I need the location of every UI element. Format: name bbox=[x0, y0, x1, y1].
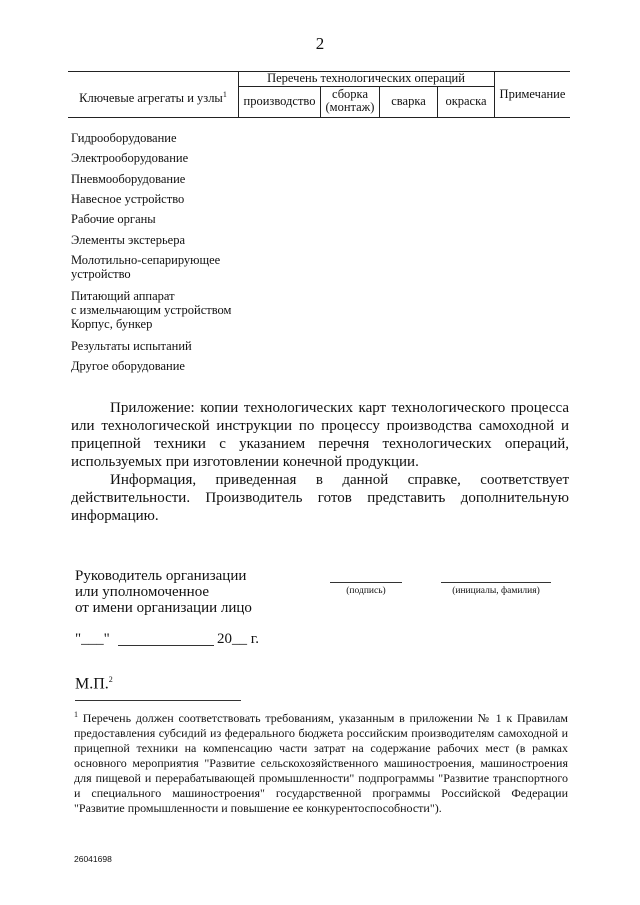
date-month-line bbox=[118, 645, 214, 646]
footnote: $^1$ Перечень должен соответствовать требованиям, указанным в приложении № 1 к Правилам предоставления субсидий из федерального бюджета российским производителям самоходной и прицепной техники на компенсацию части затрат на содержание рабочих мест (в рамках основного мероприятия "Развитие сельскохозяйственного машиностроения, машиностроения для пищевой и перерабатывающей промышленности" подпрограммы "Развитие транспортного и специального машиностроения" государственной программы Российской Федерации "Развитие промышленности и повышение ее конкурентоспособности"). bbox=[74, 710, 569, 815]
name-line bbox=[441, 582, 551, 583]
row-label: Питающий аппарат с измельчающим устройством Корпус, бункер bbox=[71, 289, 232, 331]
row-label: Гидрооборудование bbox=[71, 131, 177, 145]
row-label: Элементы экстерьера bbox=[71, 233, 185, 247]
date-day: "___" bbox=[75, 631, 110, 647]
row-label: Электрооборудование bbox=[71, 151, 189, 165]
row-label: Другое оборудование bbox=[71, 359, 185, 373]
table-header-bottom-border bbox=[68, 117, 570, 118]
name-caption: (инициалы, фамилия) bbox=[452, 586, 540, 596]
info-paragraph: Информация, приведенная в данной справке, соответствует действительности. Производитель готов представить дополнительную информацию. bbox=[71, 472, 569, 524]
page-number: 2 bbox=[315, 34, 325, 53]
col-header-welding: сварка bbox=[391, 94, 426, 108]
row-label: Пневмооборудование bbox=[71, 172, 186, 186]
appendix-paragraph: Приложение: копии технологических карт технологического процесса или технологической инструкции по процессу производства самоходной и прицепной техники с указанием перечня технологических операций, используемых при изготовлении конечной продукции. bbox=[71, 400, 569, 470]
row-label: Молотильно-сепарирующее устройство bbox=[71, 253, 221, 281]
col-header-key-units: Ключевые агрегаты и узлы$^1$ bbox=[79, 90, 227, 106]
row-label: Результаты испытаний bbox=[71, 339, 192, 353]
col-header-note: Примечание bbox=[499, 87, 566, 101]
row-label: Рабочие органы bbox=[71, 212, 156, 226]
date-year: 20__ г. bbox=[217, 631, 259, 647]
signatory-title: Руководитель организации или уполномоченное от имени организации лицо bbox=[75, 568, 252, 616]
stamp-place: М.П.$^2$ bbox=[75, 675, 113, 693]
col-header-operations: Перечень технологических операций bbox=[267, 71, 465, 85]
row-label: Навесное устройство bbox=[71, 192, 185, 206]
document-code: 26041698 bbox=[74, 854, 112, 864]
footnote-separator bbox=[75, 700, 241, 701]
signature-line bbox=[330, 582, 402, 583]
col-header-painting: окраска bbox=[445, 94, 487, 108]
col-header-production: производство bbox=[243, 94, 316, 108]
body-text bbox=[71, 399, 569, 525]
col-header-assembly: сборка (монтаж) bbox=[325, 87, 375, 114]
signature-caption: (подпись) bbox=[346, 586, 386, 596]
